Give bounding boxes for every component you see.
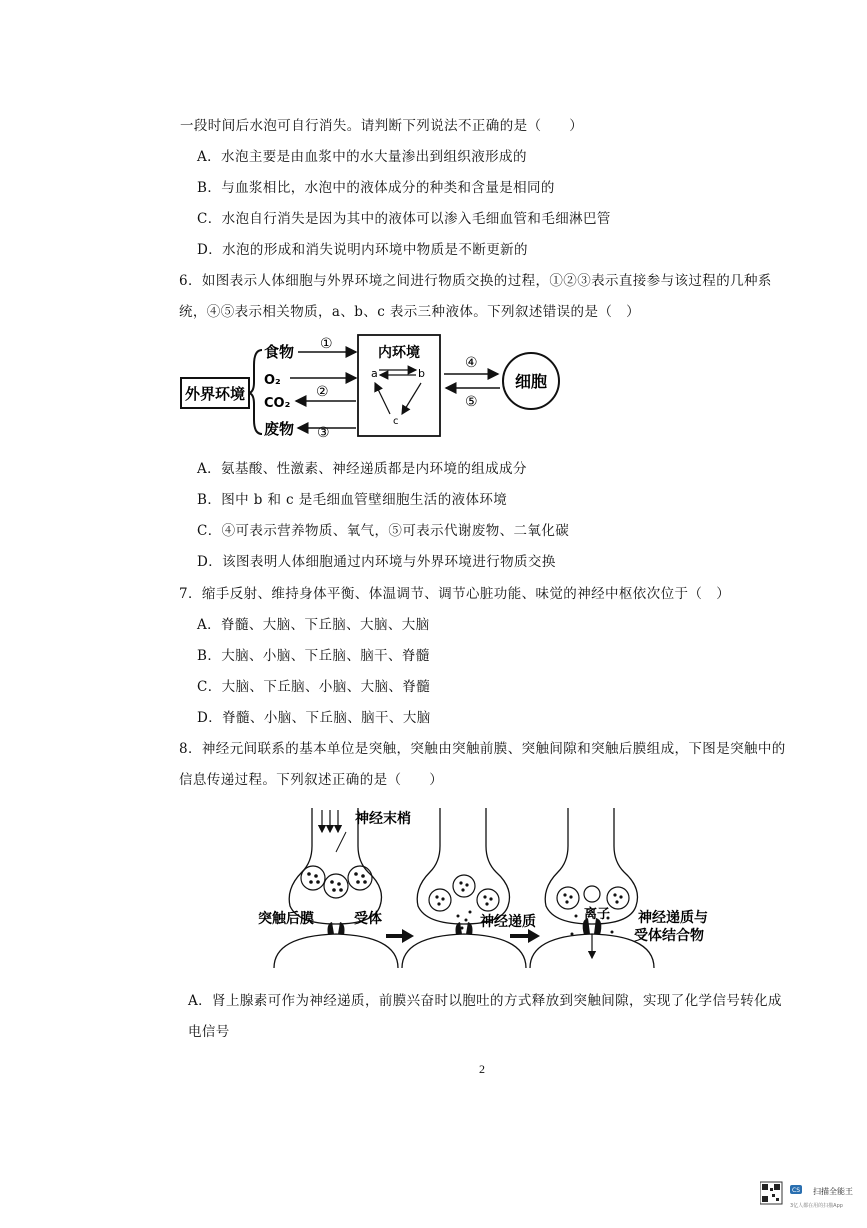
waste-label: 废物 (264, 420, 295, 438)
label-neurotransmitter: 神经递质 (480, 914, 536, 930)
num4: ④ (465, 355, 478, 371)
q7-option-a: A．脊髓、大脑、下丘脑、大脑、大脑 (197, 617, 430, 633)
fluid-a: a (371, 367, 378, 380)
q5-option-b: B．与血浆相比，水泡中的液体成分的种类和含量是相同的 (197, 180, 555, 196)
process-arrow-2 (510, 929, 540, 943)
inner-env-label: 内环境 (378, 345, 420, 361)
page-number: 2 (479, 1062, 485, 1076)
label-ion: 离子 (584, 907, 611, 922)
q6-diagram (178, 330, 598, 445)
q7-option-b: B．大脑、小脑、下丘脑、脑干、脊髓 (197, 648, 430, 664)
svg-text:CS: CS (792, 1187, 800, 1194)
synapse-panel-1 (274, 808, 398, 968)
q8-stem-line1: 8．神经元间联系的基本单位是突触，突触由突触前膜、突触间隙和突触后膜组成，下图是突触中的 (179, 741, 786, 757)
q6-stem-line2: 统，④⑤表示相关物质，a、b、c 表示三种液体。下列叙述错误的是（ ） (179, 304, 641, 320)
synapse-panel-3 (530, 808, 654, 968)
q8-stem-line2: 信息传递过程。下列叙述正确的是（ ） (179, 772, 444, 788)
q7-option-d: D．脊髓、小脑、下丘脑、脑干、大脑 (197, 710, 431, 726)
q6-stem-line1: 6．如图表示人体细胞与外界环境之间进行物质交换的过程，①②③表示直接参与该过程的几种系 (179, 273, 772, 289)
synapse-panel-2 (402, 808, 526, 968)
num3: ③ (317, 425, 330, 441)
q8-option-a-line2: 电信号 (188, 1024, 230, 1040)
q7-option-c: C．大脑、下丘脑、小脑、大脑、脊髓 (197, 679, 431, 695)
arrow-c-to-a (375, 383, 390, 414)
o2-label: O₂ (264, 373, 281, 388)
q8-synapse-diagram (250, 806, 720, 970)
q5-option-a: A．水泡主要是由血浆中的水大量渗出到组织液形成的 (197, 149, 527, 165)
fluid-b: b (418, 367, 425, 380)
num1: ① (320, 336, 333, 352)
fluid-c: c (393, 416, 399, 427)
brace (248, 350, 262, 434)
num2: ② (316, 384, 329, 400)
outer-env-label: 外界环境 (184, 385, 246, 403)
q7-stem: 7．缩手反射、维持身体平衡、体温调节、调节心脏功能、味觉的神经中枢依次位于（ ） (179, 586, 731, 602)
q5-option-d: D．水泡的形成和消失说明内环境中物质是不断更新的 (197, 242, 528, 258)
label-nerve-ending: 神经末梢 (355, 811, 411, 827)
arrow-b-to-c (402, 383, 421, 414)
q5-stem-end: 一段时间后水泡可自行消失。请判断下列说法不正确的是（ ） (180, 118, 584, 134)
process-arrow-1 (386, 929, 414, 943)
q5-option-c: C．水泡自行消失是因为其中的液体可以渗入毛细血管和毛细淋巴管 (197, 211, 611, 227)
label-bound-line2: 受体结合物 (634, 928, 704, 944)
scanner-name: 扫描全能王 (813, 1187, 853, 1196)
label-postsynaptic: 突触后膜 (258, 911, 314, 927)
num5: ⑤ (465, 394, 478, 410)
food-label: 食物 (264, 343, 295, 361)
q6-option-c: C．④可表示营养物质、氧气，⑤可表示代谢废物、二氧化碳 (197, 523, 570, 539)
q6-option-d: D．该图表明人体细胞通过内环境与外界环境进行物质交换 (197, 554, 556, 570)
cell-label: 细胞 (514, 372, 548, 391)
co2-label: CO₂ (264, 396, 291, 411)
q6-option-b: B．图中 b 和 c 是毛细血管壁细胞生活的液体环境 (197, 492, 508, 508)
q8-option-a-line1: A．肾上腺素可作为神经递质，前膜兴奋时以胞吐的方式释放到突触间隙，实现了化学信号转化成 (188, 993, 782, 1009)
scanner-subtitle: 3亿人都在用的扫描App (790, 1203, 843, 1209)
q6-option-a: A．氨基酸、性激素、神经递质都是内环境的组成成分 (197, 461, 527, 477)
label-receptor: 受体 (354, 911, 382, 927)
label-bound-line1: 神经递质与 (638, 910, 708, 926)
